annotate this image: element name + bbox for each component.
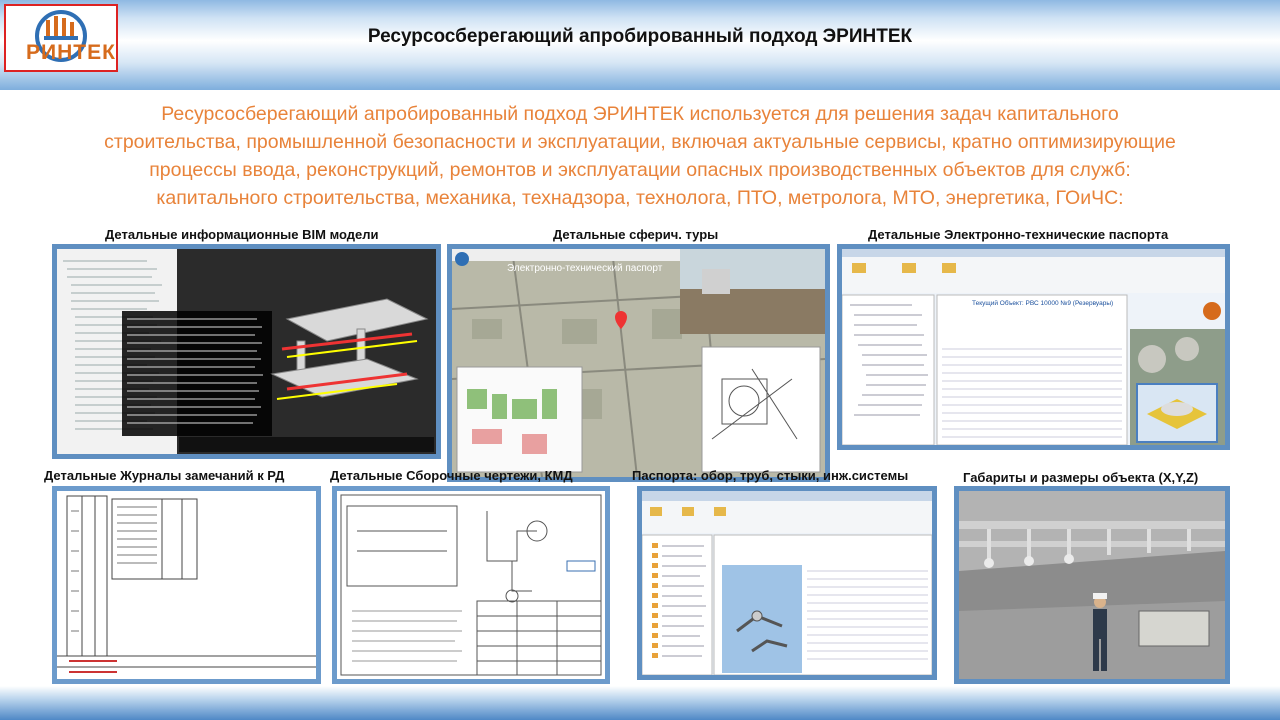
tech-passport-screenshot xyxy=(837,244,1230,450)
caption-object-dimensions: Габариты и размеры объекта (X,Y,Z) xyxy=(963,470,1199,485)
assembly-drawing-screenshot xyxy=(332,486,610,684)
caption-spherical-tours: Детальные сферич. туры xyxy=(553,227,719,242)
intro-line: строительства, промышленной безопасности и эксплуатации, включая актуальные сервисы, кратно оптимизирующие xyxy=(104,131,1176,153)
caption-bim-models: Детальные информационные BIM модели xyxy=(105,227,379,242)
caption-equipment-passports: Паспорта: обор, труб, стыки, инж.системы xyxy=(632,468,909,483)
intro-line: процессы ввода, реконструкций, ремонтов и эксплуатации опасных производственных объектов для служб: xyxy=(149,159,1131,181)
company-logo xyxy=(4,4,118,72)
object-dimensions-screenshot xyxy=(954,486,1230,684)
passport-object-title: Текущий Объект: РВС 10000 №9 (Резервуары) xyxy=(972,300,1114,307)
remarks-journal-screenshot xyxy=(52,486,321,684)
intro-line: капитального строительства, механика, технадзора, технолога, ПТО, метролога, МТО, энергетика, ГОиЧС: xyxy=(156,187,1124,209)
spherical-tour-screenshot xyxy=(447,244,830,482)
intro-paragraph xyxy=(30,100,1250,212)
caption-tech-passports: Детальные Электронно-технические паспорта xyxy=(868,227,1169,242)
caption-assembly-drawings: Детальные Сборочные чертежи, КМД xyxy=(330,468,573,483)
equipment-passport-screenshot xyxy=(637,486,937,680)
caption-remarks-journals: Детальные Журналы замечаний к РД xyxy=(44,468,285,483)
intro-line: Ресурсосберегающий апробированный подход ЭРИНТЕК используется для решения задач капитального xyxy=(161,103,1119,125)
page-title: Ресурсосберегающий апробированный подход ЭРИНТЕК xyxy=(367,26,913,47)
bim-model-screenshot xyxy=(52,244,441,459)
tour-overlay-title: Электронно-технический паспорт xyxy=(507,263,663,274)
logo-text: РИНТЕК xyxy=(26,41,116,64)
footer-band xyxy=(0,686,1280,720)
